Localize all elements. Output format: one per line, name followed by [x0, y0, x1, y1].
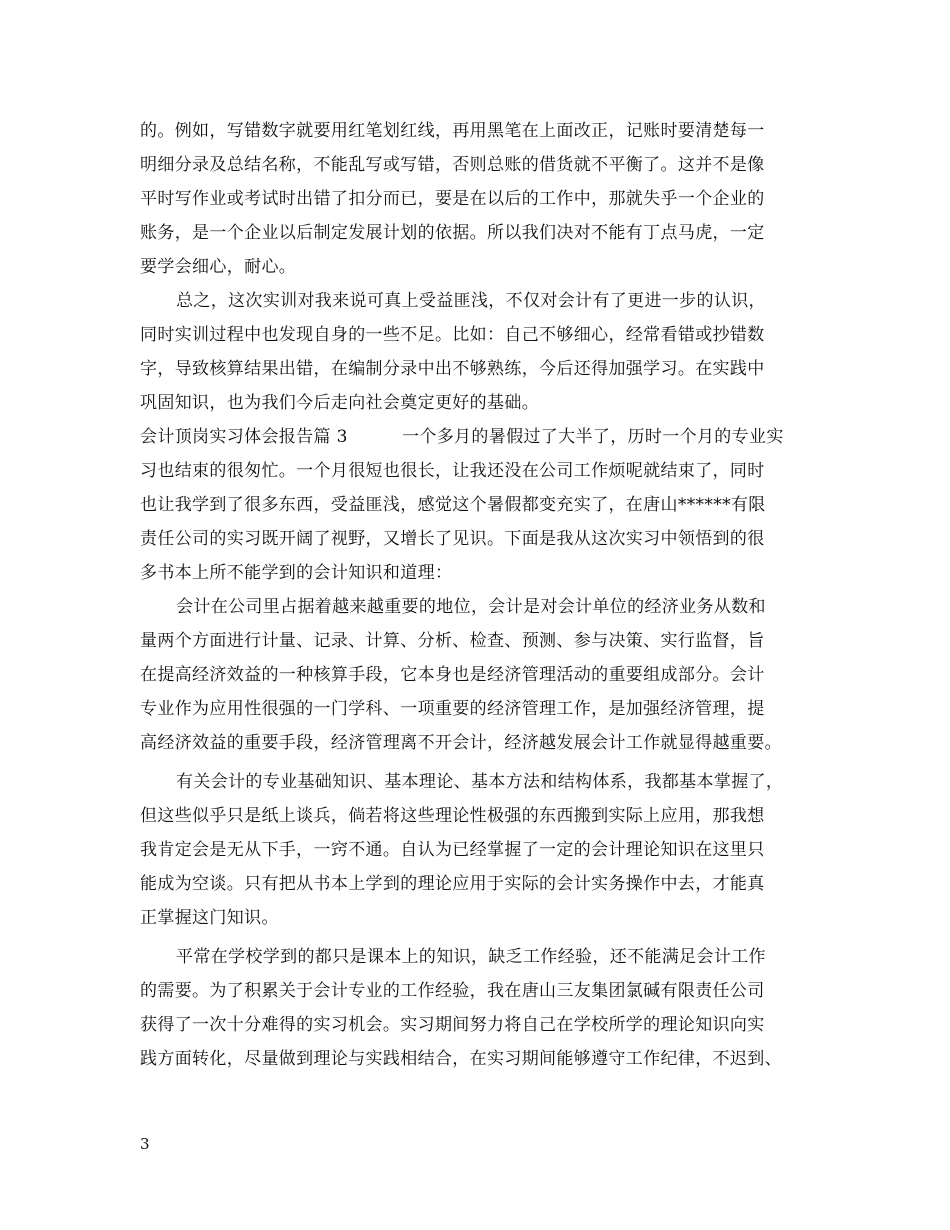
text-line: 总之，这次实训对我来说可真上受益匪浅，不仅对会计有了更进一步的认识，	[176, 291, 766, 311]
text-line: 有关会计的专业基础知识、基本理论、基本方法和结构体系，我都基本掌握了，	[176, 772, 784, 792]
text-line: 践方面转化，尽量做到理论与实践相结合，在实习期间能够遵守工作纪律，不迟到、	[140, 1049, 782, 1069]
text-line: 正掌握这门知识。	[140, 908, 279, 928]
text-line: 会计在公司里占据着越来越重要的地位，会计是对会计单位的经济业务从数和	[176, 597, 766, 617]
section-heading-line	[140, 420, 820, 454]
paragraph-4	[140, 590, 820, 760]
text-line-start: 一个多月的暑假过了大半了，历时一个月的专业实	[402, 427, 784, 447]
text-line: 习也结束的很匆忙。一个月很短也很长，让我还没在公司工作烦呢就结束了，同时	[140, 461, 765, 481]
text-line: 巩固知识，也为我们今后走向社会奠定更好的基础。	[140, 393, 540, 413]
text-line: 高经济效益的重要手段，经济管理离不开会计，经济越发展会计工作就显得越重要。	[140, 733, 782, 753]
text-line: 要学会细心，耐心。	[140, 257, 297, 277]
paragraph-2	[140, 284, 820, 420]
text-line: 量两个方面进行计量、记录、计算、分析、检查、预测、参与决策、实行监督，旨	[140, 631, 765, 651]
text-line: 也让我学到了很多东西，受益匪浅，感觉这个暑假都变充实了，在唐山******有限	[140, 495, 766, 515]
paragraph-6	[140, 940, 820, 1076]
text-line: 在提高经济效益的一种核算手段，它本身也是经济管理活动的重要组成部分。会计	[140, 665, 765, 685]
paragraph-3	[140, 420, 820, 590]
section-title: 会计顶岗实习体会报告篇 3	[140, 427, 348, 447]
text-line: 同时实训过程中也发现自身的一些不足。比如：自己不够细心，经常看错或抄错数	[140, 325, 765, 345]
text-line: 明细分录及总结名称，不能乱写或写错，否则总账的借货就不平衡了。这并不是像	[140, 155, 765, 175]
text-line: 能成为空谈。只有把从书本上学到的理论应用于实际的会计实务操作中去，才能真	[140, 874, 765, 894]
text-line: 但这些似乎只是纸上谈兵，倘若将这些理论性极强的东西搬到实际上应用，那我想	[140, 806, 765, 826]
document-body	[140, 114, 820, 1076]
text-line: 获得了一次十分难得的实习机会。实习期间努力将自己在学校所学的理论知识向实	[140, 1015, 765, 1035]
text-line: 的需要。为了积累关于会计专业的工作经验，我在唐山三友集团氯碱有限责任公司	[140, 981, 765, 1001]
page-number: 3	[140, 1135, 150, 1153]
text-line: 我肯定会是无从下手，一窍不通。自认为已经掌握了一定的会计理论知识在这里只	[140, 840, 765, 860]
text-line: 多书本上所不能学到的会计知识和道理：	[140, 563, 453, 583]
paragraph-5	[140, 765, 820, 935]
text-line: 字，导致核算结果出错，在编制分录中出不够熟练，今后还得加强学习。在实践中	[140, 359, 765, 379]
text-line: 专业作为应用性很强的一门学科、一项重要的经济管理工作，是加强经济管理，提	[140, 699, 765, 719]
text-line: 账务，是一个企业以后制定发展计划的依据。所以我们决对不能有丁点马虎，一定	[140, 223, 765, 243]
text-line: 的。例如，写错数字就要用红笔划红线，再用黑笔在上面改正，记账时要清楚每一	[140, 121, 765, 141]
paragraph-1	[140, 114, 820, 284]
text-line: 责任公司的实习既开阔了视野，又增长了见识。下面是我从这次实习中领悟到的很	[140, 529, 765, 549]
text-line: 平常在学校学到的都只是课本上的知识，缺乏工作经验，还不能满足会计工作	[176, 947, 766, 967]
text-line: 平时写作业或考试时出错了扣分而已，要是在以后的工作中，那就失乎一个企业的	[140, 189, 765, 209]
